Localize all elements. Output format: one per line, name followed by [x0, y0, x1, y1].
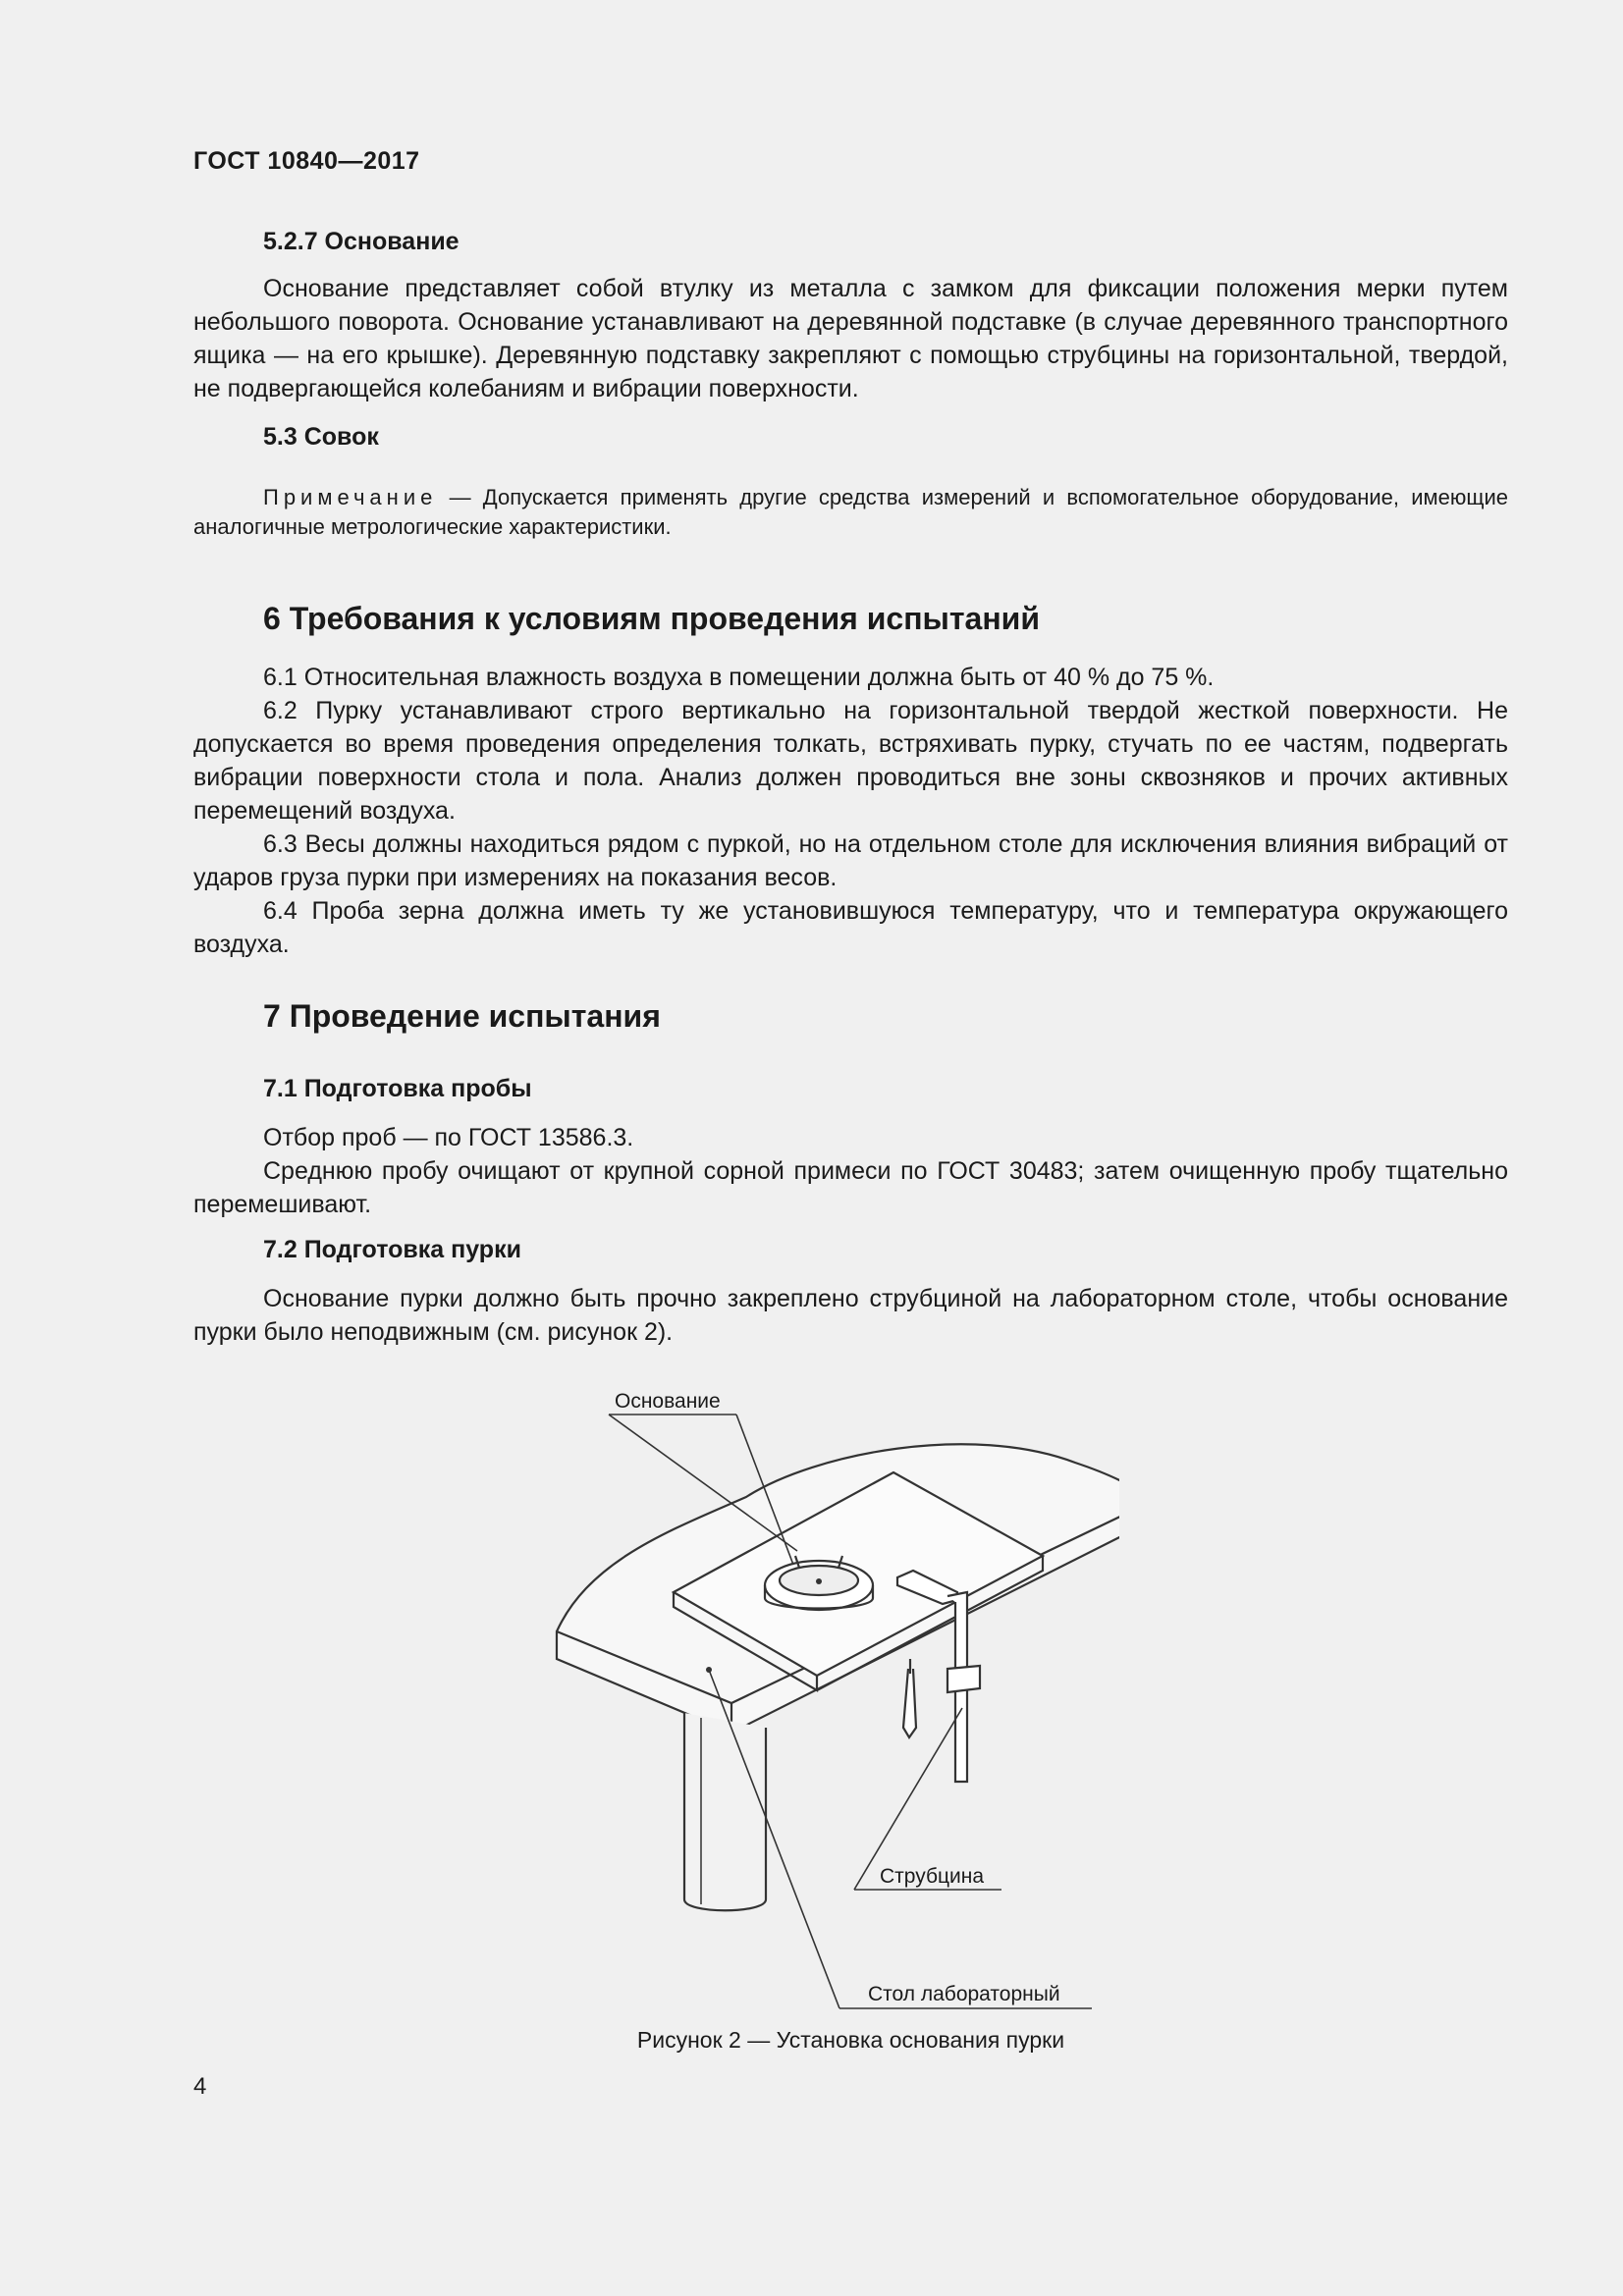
figure-label-base: Основание [615, 1390, 721, 1413]
paragraph-6-3: 6.3 Весы должны находиться рядом с пуркой, но на отдельном столе для исключения влияния вибраций от ударов груза пурки при измерениях на показания весов. [193, 830, 1508, 891]
note-text: — Допускается применять другие средства измерений и вспомогательное оборудование, имеющие аналогичные метрологические характеристики. [193, 485, 1508, 539]
section-6-text [193, 661, 1508, 961]
figure-2-drawing [530, 1374, 1119, 2022]
section-7-2-text [193, 1282, 1508, 1349]
figure-label-table: Стол лабораторный [868, 1983, 1060, 2005]
figure-label-clamp: Струбцина [880, 1865, 985, 1888]
section-7-1-text [193, 1121, 1508, 1221]
paragraph: Основание представляет собой втулку из металла с замком для фиксации положения мерки путем небольшого поворота. Основание устанавливают на деревянной подставке (в случае деревянного транспортного ящика — на его крышке). Деревянную подставку закрепляют с помощью струбцины на горизонтальной, твердой, не подвергающейся колебаниям и вибрации поверхности. [193, 275, 1508, 402]
section-7-title: 7 Проведение испытания [263, 998, 661, 1034]
section-5-2-7-text [193, 272, 1508, 405]
paragraph-6-4: 6.4 Проба зерна должна иметь ту же установившуюся температуру, что и температура окружающего воздуха. [193, 897, 1508, 958]
paragraph-7-1-2: Среднюю пробу очищают от крупной сорной примеси по ГОСТ 30483; затем очищенную пробу тщательно перемешивают. [193, 1157, 1508, 1218]
section-5-3-title: 5.3 Совок [263, 423, 379, 451]
note-label: Примечание [263, 485, 438, 509]
paragraph-6-1: 6.1 Относительная влажность воздуха в помещении должна быть от 40 % до 75 %. [263, 664, 1215, 691]
section-7-1-title: 7.1 Подготовка пробы [263, 1075, 532, 1102]
paragraph-7-1-1: Отбор проб — по ГОСТ 13586.3. [263, 1124, 634, 1151]
paragraph-6-2: 6.2 Пурку устанавливают строго вертикально на горизонтальной твердой жесткой поверхности. Не допускается во время проведения определения толкать, встряхивать пурку, стучать по ее частям, подвергать вибрации поверхности стола и пола. Анализ должен проводиться вне зоны сквозняков и прочих активных перемещений воздуха. [193, 697, 1508, 825]
figure-caption [0, 2027, 1623, 2054]
page-number: 4 [193, 2073, 207, 2100]
section-7-2-title: 7.2 Подготовка пурки [263, 1236, 521, 1263]
figure-caption-text: Рисунок 2 — Установка основания пурки [636, 2027, 1065, 2053]
note [193, 483, 1508, 542]
paragraph-7-2-1: Основание пурки должно быть прочно закреплено струбциной на лабораторном столе, чтобы основание пурки было неподвижным (см. рисунок 2). [193, 1285, 1508, 1346]
section-5-2-7-title: 5.2.7 Основание [263, 228, 460, 255]
section-6-title: 6 Требования к условиям проведения испытаний [263, 601, 1040, 636]
document-header: ГОСТ 10840—2017 [193, 147, 420, 175]
